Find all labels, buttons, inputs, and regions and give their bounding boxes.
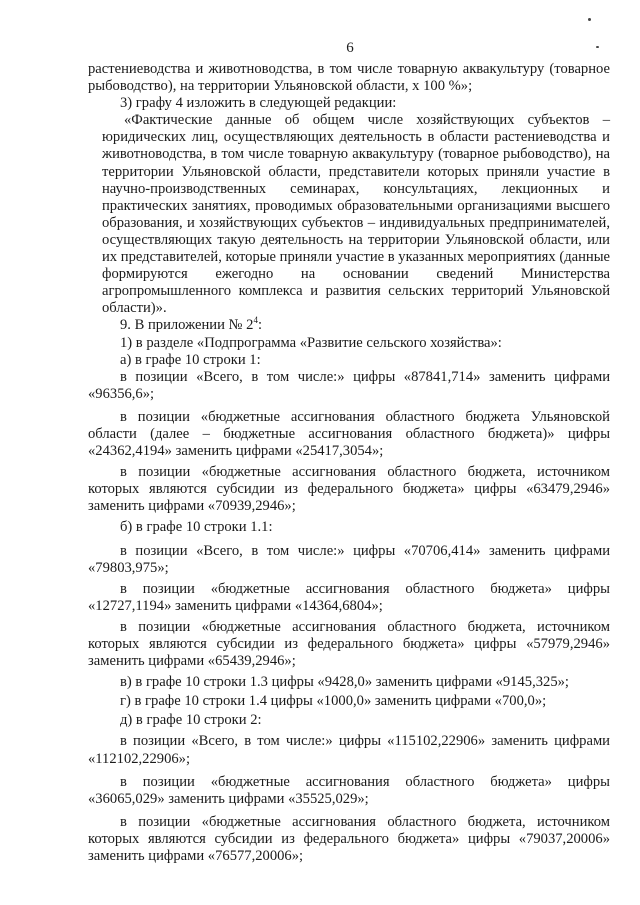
- paragraph: г) в графе 10 строки 1.4 цифры «1000,0» заменить цифрами «700,0»;: [120, 693, 547, 710]
- paragraph: в позиции «бюджетные ассигнования областного бюджета Ульяновской области (далее – бюджетные ассигнования областного бюджета)» цифры «24362,4194» заменить цифрами «25417,3054»;: [88, 408, 610, 460]
- scan-speck: [596, 46, 599, 48]
- paragraph: в позиции «бюджетные ассигнования областного бюджета, источником которых являются субсидии из федерального бюджета» цифры «63479,2946» заменить цифрами «70939,2946»;: [88, 464, 610, 515]
- paragraph: в позиции «бюджетные ассигнования областного бюджета, источником которых являются субсидии из федерального бюджета» цифры «57979,2946» заменить цифрами «65439,2946»;: [88, 618, 610, 670]
- paragraph: в позиции «бюджетные ассигнования областного бюджета» цифры «12727,1194» заменить цифрами «14364,6804»;: [88, 580, 610, 614]
- paragraph: б) в графе 10 строки 1.1:: [120, 519, 273, 536]
- paragraph: д) в графе 10 строки 2:: [120, 712, 262, 729]
- paragraph: в) в графе 10 строки 1.3 цифры «9428,0» заменить цифрами «9145,325»;: [120, 674, 569, 691]
- quoted-paragraph: «Фактические данные об общем числе хозяйствующих субъектов – юридических лиц, осуществляющих деятельность в области растениеводства и животноводства, в том числе товарную аквакультуру (товарное рыбоводство), на территории Ульяновской области, представители которых приняли участие в научно-производственных семинарах, консультациях, лекционных и практических занятиях, проводимых образовательными организациями высшего образования, и хозяйствующих субъектов – индивидуальных предпринимателей, осуществляющих такую деятельность на территории Ульяновской области, или их представителей, которые приняли участие в указанных мероприятиях (данные формируются ежегодно на основании сведений Министерства агропромышленного комплекса и развития сельских территорий Ульяновской области)».: [102, 112, 610, 317]
- document-body: [88, 61, 610, 865]
- page-number: 6: [346, 40, 354, 56]
- paragraph: в позиции «Всего, в том числе:» цифры «87841,714» заменить цифрами «96356,6»;: [88, 368, 610, 402]
- paragraph: в позиции «бюджетные ассигнования областного бюджета» цифры «36065,029» заменить цифрами «35525,029»;: [88, 773, 610, 807]
- paragraph: растениеводства и животноводства, в том числе товарную аквакультуру (товарное рыбоводство), на территории Ульяновской области, х 100 %»;: [88, 61, 610, 95]
- heading-text: 9. В приложении № 2: [120, 317, 254, 334]
- paragraph: в позиции «Всего, в том числе:» цифры «70706,414» заменить цифрами «79803,975»;: [88, 542, 610, 576]
- heading-colon: :: [257, 317, 262, 334]
- paragraph: а) в графе 10 строки 1:: [120, 351, 261, 368]
- paragraph: 3) графу 4 изложить в следующей редакции:: [120, 95, 397, 112]
- scan-speck: [588, 18, 591, 21]
- paragraph: 1) в разделе «Подпрограмма «Развитие сельского хозяйства»:: [120, 334, 502, 351]
- paragraph: в позиции «Всего, в том числе:» цифры «115102,22906» заменить цифрами «112102,22906»;: [88, 733, 610, 767]
- footnote-marker: 4: [253, 315, 258, 326]
- section-heading: [88, 317, 610, 334]
- paragraph: в позиции «бюджетные ассигнования областного бюджета, источником которых являются субсидии из федерального бюджета» цифры «79037,20006» заменить цифрами «76577,20006»;: [88, 813, 610, 865]
